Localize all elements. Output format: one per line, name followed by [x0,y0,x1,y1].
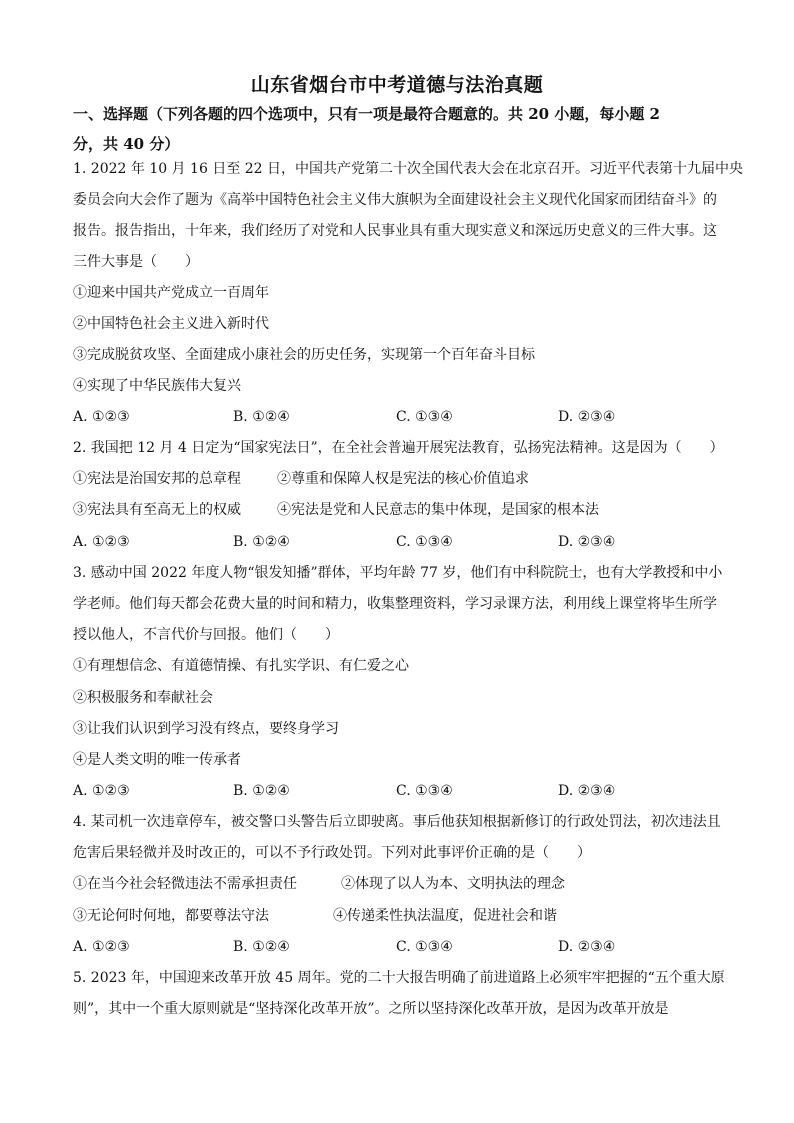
q1-option-d: D. ②③④ [558,409,616,425]
q3-item: ③让我们认识到学习没有终点，要终身学习 [73,721,339,737]
q4-stem-line: 危害后果轻微并及时改正的，可以不予行政处罚。下列对此事评价正确的是（ ） [73,845,591,861]
q3-item: ①有理想信念、有道德情操、有扎实学识、有仁爱之心 [73,658,409,674]
page-title: 山东省烟台市中考道德与法治真题 [250,74,544,96]
q4-option-b: B. ①②④ [233,939,290,955]
q4-item: ④传递柔性执法温度，促进社会和谐 [333,908,557,924]
q4-item: ③无论何时何地，都要尊法守法 [73,908,269,924]
q4-item: ②体现了以人为本、文明执法的理念 [341,876,565,892]
q1-stem-line: 报告。报告指出，十年来，我们经历了对党和人民事业具有重大现实意义和深远历史意义的三件大事。这 [73,223,717,239]
q5-stem-line: 5. 2023 年，中国迎来改革开放 45 周年。党的二十大报告明确了前进道路上必须牢牢把握的“五个重大原 [73,970,725,986]
section-heading-line2: 分，共 40 分） [73,135,180,153]
q3-option-a: A. ①②③ [73,783,130,799]
q1-option-a: A. ①②③ [73,409,130,425]
q4-option-d: D. ②③④ [558,939,616,955]
q2-option-c: C. ①③④ [396,534,453,550]
q1-item: ③完成脱贫攻坚、全面建成小康社会的历史任务，实现第一个百年奋斗目标 [73,347,535,363]
q4-stem-line: 4. 某司机一次违章停车，被交警口头警告后立即驶离。事后他获知根据新修订的行政处罚法，初次违法且 [73,814,721,830]
section-heading-line1: 一、选择题（下列各题的四个选项中，只有一项是最符合题意的。共 20 小题，每小题 2 [73,105,660,123]
q2-option-b: B. ①②④ [233,534,290,550]
q4-item: ①在当今社会轻微违法不需承担责任 [73,876,297,892]
q2-item: ④宪法是党和人民意志的集中体现，是国家的根本法 [277,502,599,518]
q1-item: ②中国特色社会主义进入新时代 [73,316,269,332]
q3-option-d: D. ②③④ [558,783,616,799]
q2-option-a: A. ①②③ [73,534,130,550]
q1-stem-line: 1. 2022 年 10 月 16 日至 22 日，中国共产党第二十次全国代表大会在北京召开。习近平代表第十九届中央 [73,161,744,177]
q3-stem-line: 3. 感动中国 2022 年度人物“银发知播”群体，平均年龄 77 岁，他们有中科院院士，也有大学教授和中小 [73,565,723,581]
q2-option-d: D. ②③④ [558,534,616,550]
q3-item: ④是人类文明的唯一传承者 [73,752,241,768]
q1-option-c: C. ①③④ [396,409,453,425]
q1-option-b: B. ①②④ [233,409,290,425]
q1-item: ①迎来中国共产党成立一百周年 [73,285,269,301]
q5-stem-line: 则”，其中一个重大原则就是“坚持深化改革开放”。之所以坚持深化改革开放，是因为改革开放是 [73,1001,669,1017]
q2-item: ③宪法具有至高无上的权威 [73,502,241,518]
q1-stem-line: 三件大事是（ ） [73,254,199,270]
q3-stem-line: 授以他人，不言代价与回报。他们（ ） [73,627,339,643]
q4-option-a: A. ①②③ [73,939,130,955]
q1-stem-line: 委员会向大会作了题为《高举中国特色社会主义伟大旗帜为全面建设社会主义现代化国家而团结奋斗》的 [73,192,717,208]
q2-item: ①宪法是治国安邦的总章程 [73,471,241,487]
q2-stem: 2. 我国把 12 月 4 日定为“国家宪法日”，在全社会普遍开展宪法教育，弘扬宪法精神。这是因为（ ） [73,440,724,456]
q3-option-c: C. ①③④ [396,783,453,799]
q1-item: ④实现了中华民族伟大复兴 [73,378,241,394]
q2-item: ②尊重和保障人权是宪法的核心价值追求 [277,471,529,487]
q3-stem-line: 学老师。他们每天都会花费大量的时间和精力，收集整理资料，学习录课方法，利用线上课堂将毕生所学 [73,596,717,612]
q3-item: ②积极服务和奉献社会 [73,690,213,706]
q4-option-c: C. ①③④ [396,939,453,955]
q3-option-b: B. ①②④ [233,783,290,799]
